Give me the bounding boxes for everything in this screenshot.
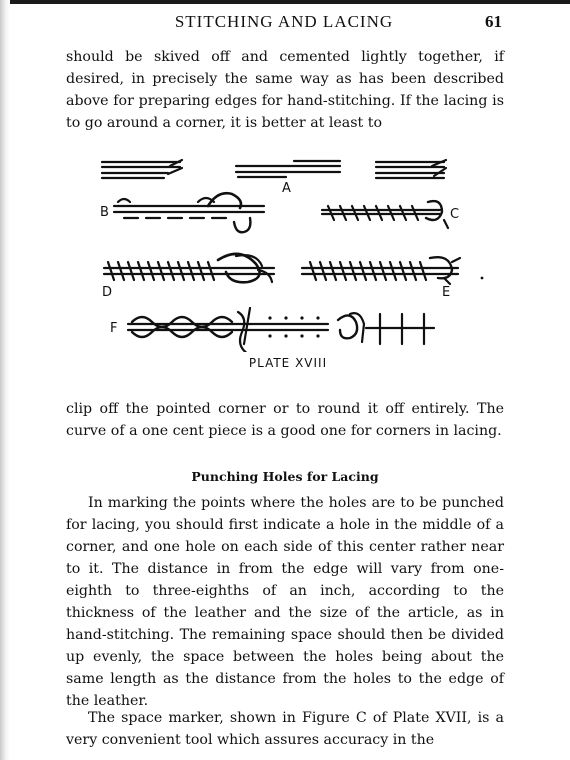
plate-label-d: D bbox=[102, 285, 113, 300]
plate-label-e: E bbox=[442, 285, 451, 300]
plate-label-a: A bbox=[282, 181, 291, 196]
figure-f-stitch bbox=[128, 308, 434, 352]
plate-label-f: F bbox=[110, 321, 118, 336]
figure-a-edges bbox=[102, 160, 446, 178]
paragraph-4: The space marker, shown in Figure C of Plate XVII, is a very convenient tool which assures accuracy in the bbox=[66, 710, 504, 748]
figure-b-stitch bbox=[114, 193, 264, 232]
figure-c-stitch bbox=[322, 201, 448, 228]
page-number: 61 bbox=[485, 12, 502, 31]
paragraph-1: should be skived off and cemented lightly together, if desired, in precisely the same way as has been described above for preparing edges for hand-stitching. If the lacing is to go around a corner, it is better at least to bbox=[66, 49, 504, 131]
plate-caption: PLATE XVIII bbox=[248, 356, 328, 370]
running-title: STITCHING AND LACING bbox=[174, 12, 394, 31]
page-binding-shadow bbox=[0, 0, 10, 760]
figure-e-stitch bbox=[302, 257, 460, 284]
page-top-edge bbox=[0, 0, 570, 4]
section-heading: Punching Holes for Lacing bbox=[191, 469, 379, 484]
plate-illustration bbox=[88, 152, 508, 384]
figure-d-stitch bbox=[104, 254, 274, 282]
paragraph-2: clip off the pointed corner or to round it off entirely. The curve of a one cent piece is a good one for corners in lacing. bbox=[66, 401, 504, 439]
lacing-diagram bbox=[88, 152, 508, 352]
plate-label-c: C bbox=[450, 207, 460, 222]
plate-label-b: B bbox=[100, 205, 109, 220]
paragraph-3: In marking the points where the holes are to be punched for lacing, you should first indicate a hole in the middle of a corner, and one hole on each side of this center rather near to it. The distance in from the edge will vary from one-eighth to three-eighths of an inch, according to the thickness of the leather and the size of the article, as in hand-stitching. The remaining space should then be divided up evenly, the space between the holes being about the same length as the distance from the holes to the edge of the leather. bbox=[66, 495, 504, 709]
page-header bbox=[66, 12, 502, 36]
